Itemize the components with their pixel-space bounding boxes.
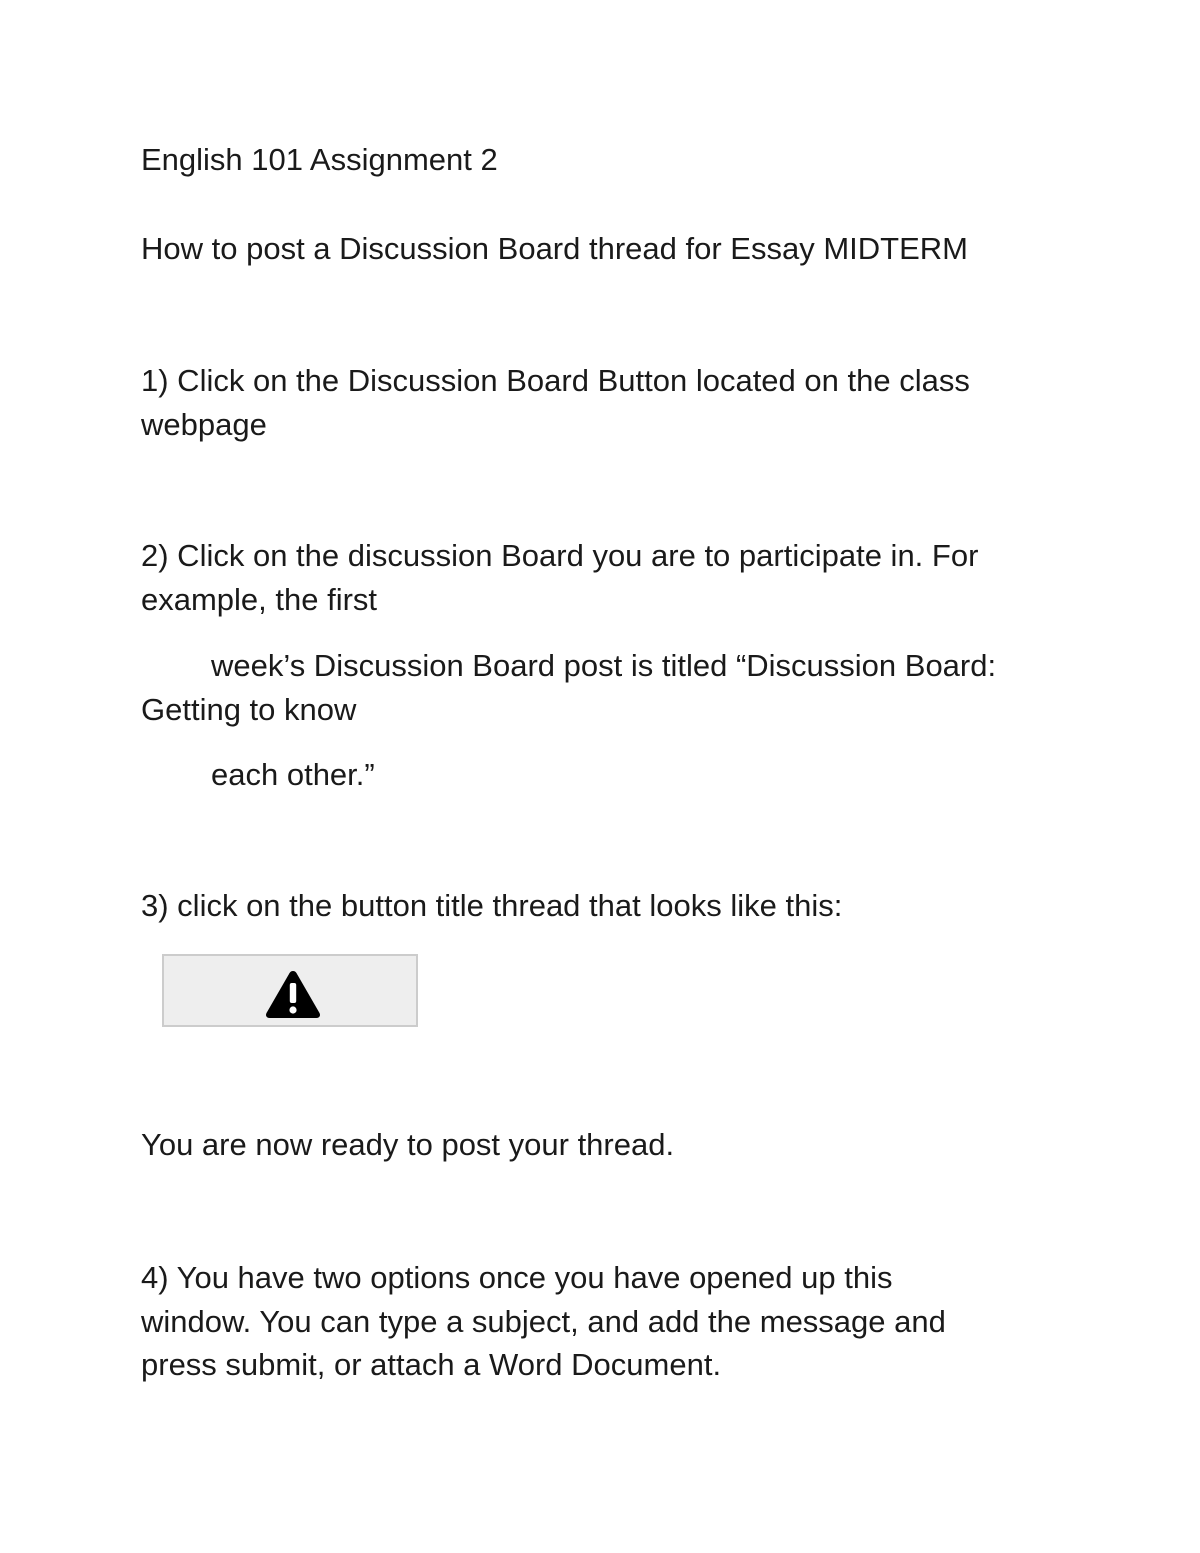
step-2-line-2: example, the first — [141, 582, 378, 617]
step-4-line-2: window. You can type a subject, and add the message and — [141, 1304, 946, 1339]
step-2-line-3: week’s Discussion Board post is titled “Discussion Board: — [211, 648, 997, 683]
document-title: English 101 Assignment 2 — [141, 142, 498, 177]
step-1-line-2: webpage — [141, 407, 267, 442]
missing-image-placeholder — [162, 954, 418, 1027]
step-2-line-1: 2) Click on the discussion Board you are to participate in. For — [141, 538, 979, 573]
ready-text: You are now ready to post your thread. — [141, 1127, 675, 1162]
step-4-line-1: 4) You have two options once you have opened up this — [141, 1260, 893, 1295]
step-2-line-4: Getting to know — [141, 692, 357, 727]
step-4-line-3: press submit, or attach a Word Document. — [141, 1347, 722, 1382]
warning-icon — [264, 968, 322, 1020]
step-3-line-1: 3) click on the button title thread that looks like this: — [141, 888, 843, 923]
document-subtitle: How to post a Discussion Board thread for Essay MIDTERM — [141, 231, 968, 266]
step-2-line-5: each other.” — [211, 757, 375, 792]
step-1-line-1: 1) Click on the Discussion Board Button located on the class — [141, 363, 970, 398]
